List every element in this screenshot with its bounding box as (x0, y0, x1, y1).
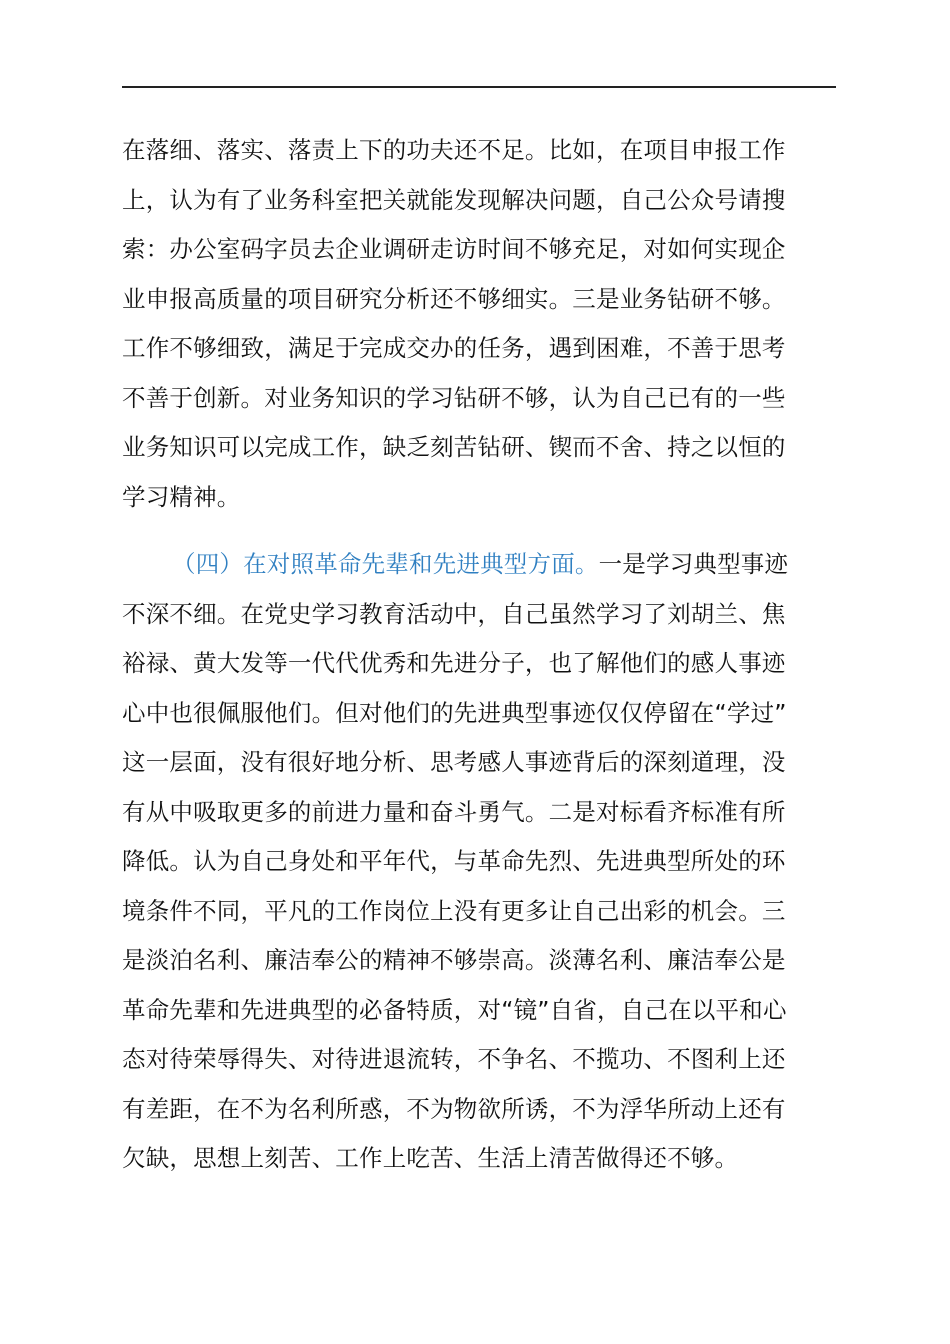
text-line: 业务知识可以完成工作，缺乏刻苦钻研、锲而不舍、持之以恒的 (122, 433, 786, 461)
text-line: 是淡泊名利、廉洁奉公的精神不够崇高。淡薄名利、廉洁奉公是 (122, 946, 786, 974)
paragraph-1 (122, 126, 838, 522)
heading-continuation: 一是学习典型事迹 (598, 550, 789, 578)
text-line: 学习精神。 (122, 482, 241, 511)
text-line: 境条件不同，平凡的工作岗位上没有更多让自己出彩的机会。三 (122, 896, 786, 925)
text-line: 欠缺，思想上刻苦、工作上吃苦、生活上清苦做得还不够。 (122, 1144, 739, 1172)
text-line: 上，认为有了业务科室把关就能发现解决问题，自己公众号请搜 (122, 185, 786, 214)
text-line: 态对待荣辱得失、对待进退流转，不争名、不揽功、不图利上还 (122, 1045, 786, 1073)
header-rule (122, 86, 836, 88)
text-line: 裕禄、黄大发等一代代优秀和先进分子，也了解他们的感人事迹 (122, 649, 786, 677)
text-line: 有从中吸取更多的前进力量和奋斗勇气。二是对标看齐标准有所 (122, 797, 786, 826)
text-line: 不深不细。在党史学习教育活动中，自己虽然学习了刘胡兰、焦 (122, 599, 786, 628)
text-line: 不善于创新。对业务知识的学习钻研不够，认为自己已有的一些 (122, 383, 786, 412)
section-heading: （四）在对照革命先辈和先进典型方面。 (172, 550, 599, 578)
paragraph-2-first-line (122, 540, 838, 590)
text-line: 降低。认为自己身处和平年代，与革命先烈、先进典型所处的环 (122, 847, 786, 875)
text-line: 工作不够细致，满足于完成交办的任务，遇到困难，不善于思考 (122, 334, 786, 362)
paragraph-2 (122, 540, 838, 1184)
text-line: 业申报高质量的项目研究分析还不够细实。三是业务钻研不够。 (122, 284, 786, 313)
text-line: 心中也很佩服他们。但对他们的先进典型事迹仅仅停留在“学过” (122, 698, 787, 727)
text-line: 这一层面，没有很好地分析、思考感人事迹背后的深刻道理，没 (122, 748, 786, 776)
text-line: 索：办公室码字员去企业调研走访时间不够充足，对如何实现企 (122, 235, 786, 263)
text-line: 在落细、落实、落责上下的功夫还不足。比如，在项目申报工作 (122, 136, 786, 164)
text-line: 有差距，在不为名利所惑，不为物欲所诱，不为浮华所动上还有 (122, 1094, 786, 1123)
text-line: 革命先辈和先进典型的必备特质，对“镜”自省，自己在以平和心 (122, 995, 787, 1024)
